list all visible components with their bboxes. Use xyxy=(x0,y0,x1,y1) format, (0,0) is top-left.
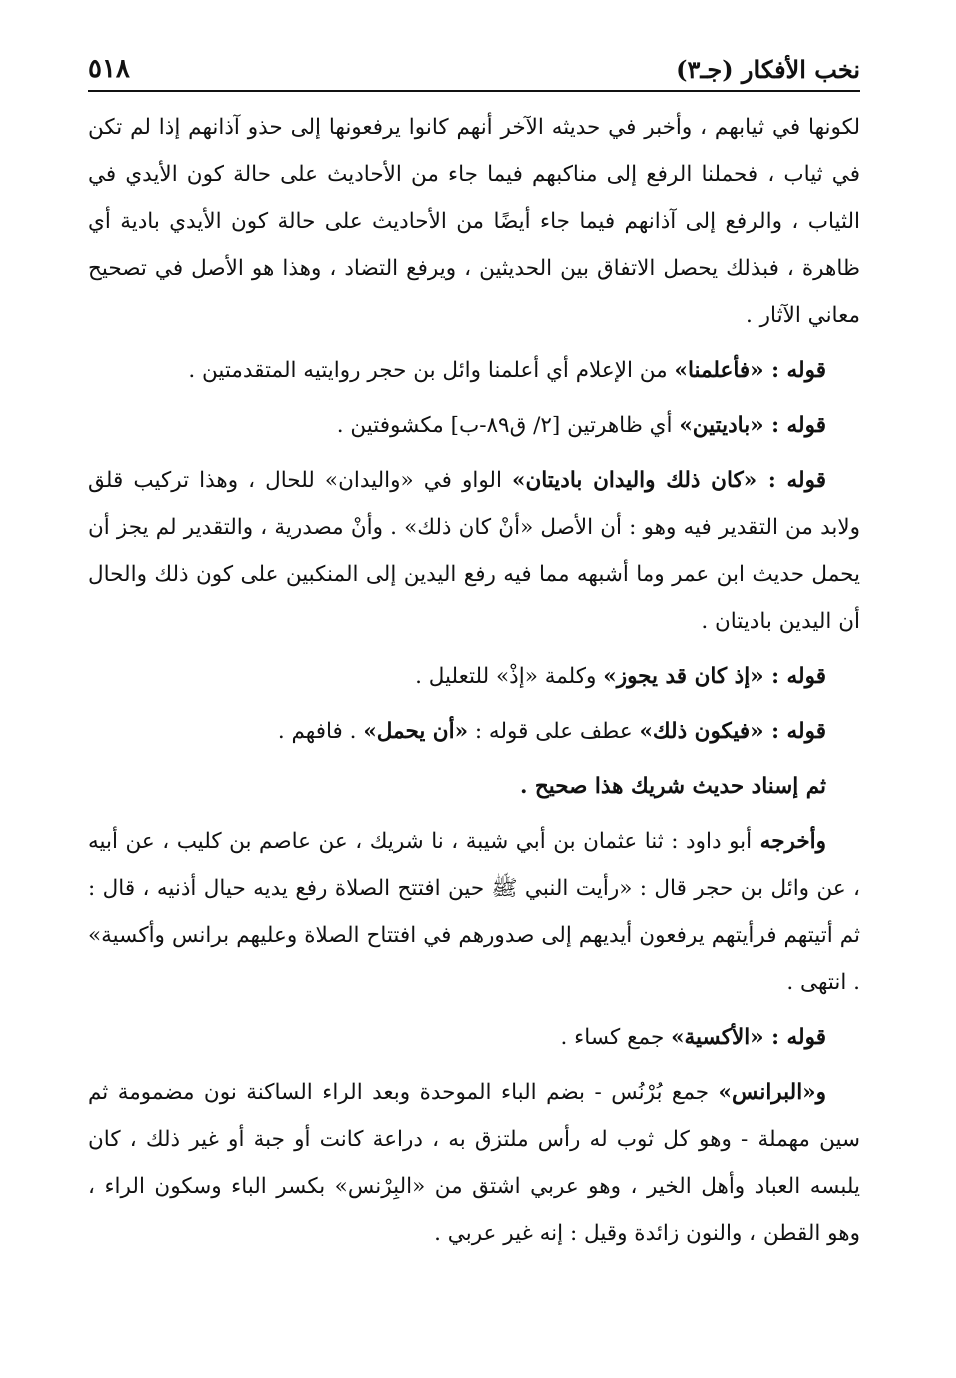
paragraph-6-lead: قوله : «فيكون ذلك» xyxy=(639,719,826,744)
paragraph-5-lead: قوله : «إذ كان قد يجوز» xyxy=(603,664,826,689)
paragraph-6-text: عطف على قوله : xyxy=(468,719,640,744)
paragraph-6-lead-2: «أن يحمل» xyxy=(363,719,469,744)
paragraph-3-text: أي ظاهرتين [٢/ ق٨٩-ب] مكشوفتين . xyxy=(336,413,680,438)
paragraph-10 xyxy=(88,1069,860,1257)
paragraph-2-lead: قوله : «فأعلمنا» xyxy=(674,358,826,383)
paragraph-1-text: لكونها في ثيابهم ، وأخبر في حديثه الآخر أنهم كانوا يرفعونها إلى حذو آذانهم إذا لم تكن في ثياب ، فحملنا الرفع إلى مناكبهم فيما جاء من الأحاديث على حالة كون الأيدي في الثياب ، والرفع إلى آذانهم فيما جاء أيضًا من الأحاديث على حالة كون الأيدي بادية أي ظاهرة ، فبذلك يحصل الاتفاق بين الحديثين ، ويرفع التضاد ، وهذا هو الأصل في تصحيح معاني الآثار . xyxy=(88,115,860,328)
paragraph-2-text: من الإعلام أي أعلمنا وائل بن حجر روايتيه المتقدمتين . xyxy=(188,358,675,383)
paragraph-5 xyxy=(88,653,860,700)
paragraph-6-text-2: . فافهم . xyxy=(277,719,364,744)
paragraph-3 xyxy=(88,402,860,449)
paragraph-7-lead: ثم إسناد حديث شريك هذا صحيح . xyxy=(519,774,826,799)
paragraph-9-text: جمع كساء . xyxy=(560,1025,672,1050)
paragraph-9-lead: قوله : «الأكسية» xyxy=(671,1025,826,1050)
paragraph-2 xyxy=(88,347,860,394)
paragraph-5-text: وكلمة «إذْ» للتعليل . xyxy=(415,664,604,689)
body-text xyxy=(88,104,860,1265)
running-title: نخب الأفكار (جـ٣) xyxy=(676,55,860,84)
paragraph-10-text: جمع بُرْنُس - بضم الباء الموحدة وبعد الراء الساكنة نون مضمومة ثم سين مهملة - وهو كل ثوب له رأس ملتزق به ، دراعة كانت أو جبة أو غير ذلك ، كان يلبسه العباد وأهل الخير ، وهو عربي اشتق من «البِرْنس» بكسر الباء وسكون الراء ، وهو القطن ، والنون زائدة وقيل : إنه غير عربي . xyxy=(88,1080,860,1246)
paragraph-10-lead: و«البرانس» xyxy=(718,1080,826,1105)
paragraph-4-lead: قوله : «كان ذلك واليدان باديتان» xyxy=(512,468,826,493)
paragraph-1 xyxy=(88,104,860,339)
paragraph-4-text: الواو في «واليدان» للحال ، وهذا تركيب قلق ولابد من التقدير فيه وهو : أن الأصل «أنْ كان ذلك» . وأنْ مصدرية ، والتقدير لم يجز أن يحمل حديث ابن عمر وما أشبهه مما فيه رفع اليدين إلى المنكبين على كون ذلك والحال أن اليدين باديتان . xyxy=(88,468,860,634)
paragraph-8-lead: وأخرجه xyxy=(759,829,826,854)
page-header xyxy=(88,40,860,92)
paragraph-9 xyxy=(88,1014,860,1061)
paragraph-6 xyxy=(88,708,860,755)
paragraph-7 xyxy=(88,763,860,810)
page-number: ٥١٨ xyxy=(88,54,130,84)
paragraph-3-lead: قوله : «باديتين» xyxy=(679,413,826,438)
paragraph-8 xyxy=(88,818,860,1006)
paragraph-4 xyxy=(88,457,860,645)
paragraph-8-text: أبو داود : ثنا عثمان بن أبي شيبة ، نا شريك ، عن عاصم بن كليب ، عن أبيه ، عن وائل بن حجر قال : «رأيت النبي ﷺ حين افتتح الصلاة رفع يديه حيال أذنيه ، قال : ثم أتيتهم فرأيتهم يرفعون أيديهم إلى صدورهم في افتتاح الصلاة وعليهم برانس وأكسية» . انتهى . xyxy=(88,829,860,995)
